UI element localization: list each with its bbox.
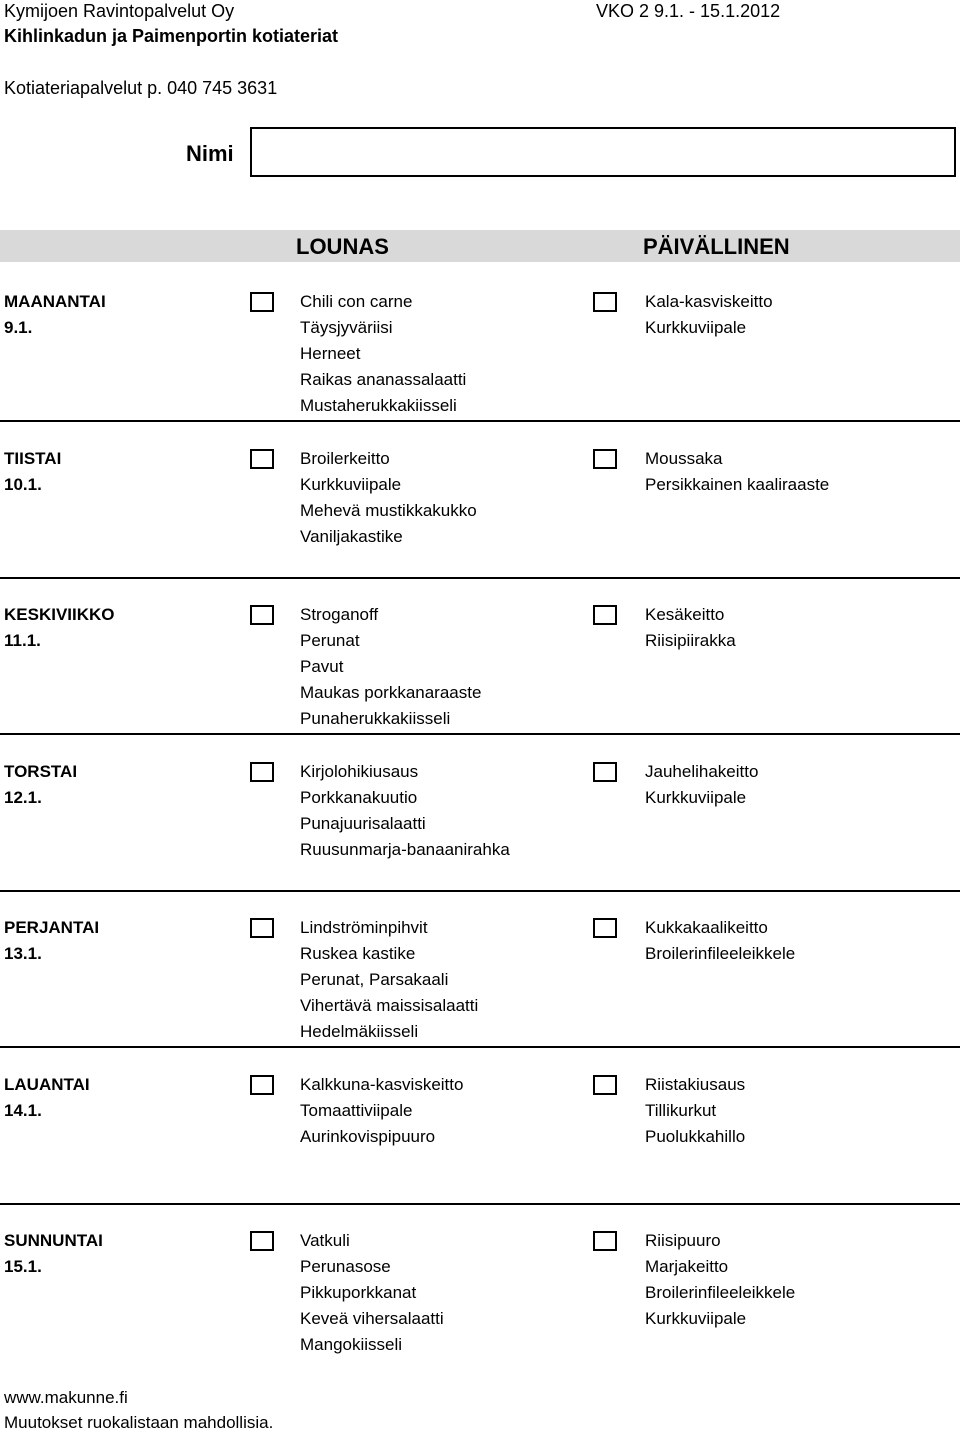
dinner-menu [645, 1228, 795, 1332]
dinner-checkbox[interactable] [593, 292, 617, 312]
menu-item: Jauhelihakeitto [645, 762, 759, 781]
dinner-checkbox[interactable] [593, 1075, 617, 1095]
lunch-checkbox[interactable] [250, 1231, 274, 1251]
phone-info: Kotiateriapalvelut p. 040 745 3631 [4, 78, 278, 98]
dinner-menu [645, 915, 795, 967]
dinner-menu [645, 289, 773, 341]
lunch-menu [300, 602, 481, 732]
divider [0, 890, 960, 892]
menu-item: Ruskea kastike [300, 944, 416, 963]
day-friday [0, 915, 960, 1048]
menu-item: Persikkainen kaaliraaste [645, 475, 830, 494]
day-date: 9.1. [4, 318, 33, 337]
menu-item: Kala-kasviskeitto [645, 292, 773, 311]
day-date: 14.1. [4, 1101, 42, 1120]
day-name: TORSTAI [4, 762, 78, 781]
menu-item: Mustaherukkakiisseli [300, 396, 457, 415]
lunch-column-header: LOUNAS [296, 234, 389, 259]
lunch-checkbox[interactable] [250, 292, 274, 312]
day-name: SUNNUNTAI [4, 1231, 103, 1250]
website-link[interactable]: www.makunne.fi [4, 1388, 128, 1407]
menu-item: Riistakiusaus [645, 1075, 746, 1094]
divider [0, 1203, 960, 1205]
menu-item: Vihertävä maissisalaatti [300, 996, 479, 1015]
menu-item: Chili con carne [300, 292, 413, 311]
menu-item: Pavut [300, 657, 344, 676]
dinner-checkbox[interactable] [593, 449, 617, 469]
lunch-menu [300, 915, 478, 1045]
dinner-menu [645, 759, 758, 811]
day-date: 11.1. [4, 631, 41, 650]
menu-item: Vaniljakastike [300, 527, 403, 546]
lunch-checkbox[interactable] [250, 605, 274, 625]
day-date: 12.1. [4, 788, 42, 807]
menu-item: Stroganoff [300, 605, 379, 624]
name-input[interactable] [250, 127, 956, 177]
menu-item: Riisipiirakka [645, 631, 736, 650]
menu-item: Pikkuporkkanat [300, 1283, 417, 1302]
day-wednesday [0, 602, 960, 735]
menu-item: Mehevä mustikkakukko [300, 501, 477, 520]
dinner-menu [645, 446, 829, 498]
menu-item: Maukas porkkanaraaste [300, 683, 482, 702]
menu-item: Broilerkeitto [300, 449, 390, 468]
footer-note: Muutokset ruokalistaan mahdollisia. [4, 1413, 274, 1432]
menu-item: Hedelmäkiisseli [300, 1022, 419, 1041]
lunch-checkbox[interactable] [250, 449, 274, 469]
menu-item: Ruusunmarja-banaanirahka [300, 840, 510, 859]
menu-item: Tomaattiviipale [300, 1101, 413, 1120]
menu-item: Täysjyväriisi [300, 318, 393, 337]
day-name: KESKIVIIKKO [4, 605, 115, 624]
day-date: 10.1. [4, 475, 42, 494]
location-title: Kihlinkadun ja Paimenportin kotiateriat [4, 26, 339, 46]
menu-item: Perunat [300, 631, 360, 650]
divider [0, 733, 960, 735]
dinner-column-header: PÄIVÄLLINEN [643, 234, 790, 259]
dinner-checkbox[interactable] [593, 918, 617, 938]
menu-item: Mangokiisseli [300, 1335, 403, 1354]
day-tuesday [0, 446, 960, 579]
lunch-menu [300, 446, 477, 550]
menu-item: Raikas ananassalaatti [300, 370, 467, 389]
dinner-menu [645, 1072, 745, 1150]
menu-item: Keveä vihersalaatti [300, 1309, 444, 1328]
lunch-checkbox[interactable] [250, 1075, 274, 1095]
menu-item: Punaherukkakiisseli [300, 709, 451, 728]
menu-item: Aurinkovispipuuro [300, 1127, 436, 1146]
menu-item: Kirjolohikiusaus [300, 762, 419, 781]
dinner-checkbox[interactable] [593, 605, 617, 625]
column-header-band [0, 230, 960, 262]
day-monday [0, 289, 960, 422]
menu-item: Vatkuli [300, 1231, 350, 1250]
divider [0, 577, 960, 579]
lunch-menu [300, 1228, 444, 1358]
dinner-checkbox[interactable] [593, 762, 617, 782]
menu-item: Broilerinfileeleikkele [645, 944, 796, 963]
week-label: VKO 2 9.1. - 15.1.2012 [596, 1, 781, 21]
menu-item: Puolukkahillo [645, 1127, 746, 1146]
lunch-checkbox[interactable] [250, 918, 274, 938]
company-name: Kymijoen Ravintopalvelut Oy [4, 1, 235, 21]
dinner-menu [645, 602, 736, 654]
day-thursday [0, 759, 960, 892]
menu-item: Tillikurkut [645, 1101, 717, 1120]
menu-item: Broilerinfileeleikkele [645, 1283, 796, 1302]
menu-item: Punajuurisalaatti [300, 814, 426, 833]
menu-item: Porkkanakuutio [300, 788, 418, 807]
menu-item: Moussaka [645, 449, 723, 468]
name-label: Nimi [186, 141, 234, 166]
menu-item: Perunat, Parsakaali [300, 970, 449, 989]
menu-item: Lindströminpihvit [300, 918, 428, 937]
lunch-menu [300, 1072, 463, 1150]
day-name: MAANANTAI [4, 292, 106, 311]
menu-item: Kurkkuviipale [645, 788, 747, 807]
day-sunday [0, 1228, 960, 1368]
menu-item: Herneet [300, 344, 361, 363]
menu-item: Kesäkeitto [645, 605, 725, 624]
day-name: LAUANTAI [4, 1075, 90, 1094]
lunch-menu [300, 289, 466, 419]
menu-item: Marjakeitto [645, 1257, 729, 1276]
day-date: 13.1. [4, 944, 42, 963]
menu-item: Kurkkuviipale [645, 1309, 747, 1328]
menu-item: Kurkkuviipale [300, 475, 402, 494]
day-saturday [0, 1072, 960, 1205]
menu-item: Kalkkuna-kasviskeitto [300, 1075, 464, 1094]
lunch-menu [300, 759, 510, 863]
dinner-checkbox[interactable] [593, 1231, 617, 1251]
day-name: PERJANTAI [4, 918, 100, 937]
menu-item: Perunasose [300, 1257, 391, 1276]
day-name: TIISTAI [4, 449, 62, 468]
menu-item: Riisipuuro [645, 1231, 721, 1250]
day-date: 15.1. [4, 1257, 42, 1276]
menu-item: Kurkkuviipale [645, 318, 747, 337]
lunch-checkbox[interactable] [250, 762, 274, 782]
divider [0, 1046, 960, 1048]
divider [0, 420, 960, 422]
menu-item: Kukkakaalikeitto [645, 918, 768, 937]
